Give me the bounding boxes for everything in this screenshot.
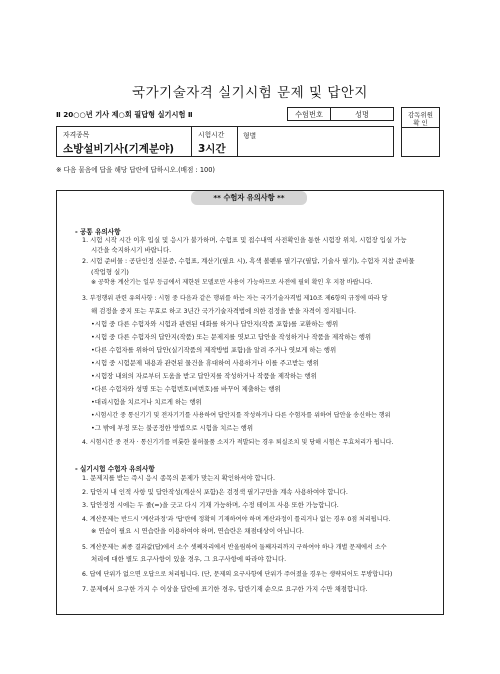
common-line: •시험장 내외의 자로부터 도움을 받고 답안지를 작성하거나 작품을 제작하는 행위 — [91, 372, 317, 380]
common-line: •시험 중 다른 수험자와 시험과 관련된 대화를 하거나 답안지(작품 포함)를 교환하는 행위 — [91, 320, 339, 328]
grade-label: 형별 — [243, 132, 257, 140]
exam-header-table — [56, 107, 440, 157]
common-line: (작업형 실기) — [91, 268, 129, 276]
common-line: 해 검정을 중지 또는 무효로 하고 3년간 국가기술자격법에 의한 검정을 받을 자격이 정지됩니다. — [91, 307, 357, 315]
common-line: 시간을 숙지하시기 바랍니다. — [91, 246, 172, 254]
practical-line: 7. 문제에서 요구한 가지 수 이상을 답란에 표기한 경우, 답란기재 순으로 요구한 가지 수만 채점합니다. — [82, 585, 368, 593]
common-line: 2. 시험 준비물 : 공단인정 신분증, 수험표, 계산기(필요 시), 흑색 볼펜류 필기구(필답, 기술사 필기), 수험자 지참 준비물 — [82, 257, 415, 265]
field-label: 자격종목 — [63, 131, 90, 139]
time-box — [191, 126, 238, 157]
supervisor-label-1: 감독위원 — [407, 111, 434, 119]
common-line: •다른 수험자와 성명 또는 수험번호(비번호)를 바꾸어 제출하는 행위 — [91, 385, 281, 393]
practical-line: 1. 문제지를 받는 즉시 응시 종목의 문제가 맞는지 확인하셔야 합니다. — [82, 474, 276, 482]
common-line: •시험시간 중 통신기기 및 전자기기를 사용하여 답안지를 작성하거나 다른 수험자를 위하여 답안을 송신하는 행위 — [91, 412, 391, 419]
score-note: ※ 다음 물음에 답을 해당 답란에 답하시오.(배점 : 100) — [56, 166, 215, 174]
common-line: •시험 중 다른 수험자의 답안지(작품) 또는 문제지를 엿보고 답안을 작성하거나 작품을 제작하는 행위 — [91, 333, 372, 341]
practical-line: 2. 답안지 내 인적 사항 및 답안작성(계산식 포함)은 검정색 필기구만을 계속 사용하여야 합니다. — [82, 488, 348, 496]
time-value: 3시간 — [198, 143, 226, 155]
practical-line: 처리에 대한 별도 요구사항이 있을 경우, 그 요구사항에 따라야 합니다. — [91, 555, 287, 563]
practical-line: 4. 계산문제는 반드시 '계산과정'과 '답'란에 정확히 기재하여야 하며 계산과정이 틀리거나 없는 경우 0점 처리됩니다. — [82, 516, 391, 523]
common-line: •다른 수험자를 위하여 답안(실기작품의 제작방법 포함)을 알려 주거나 엿보게 하는 행위 — [91, 346, 337, 354]
practical-line: 6. 답에 단위가 없으면 오답으로 처리됩니다. (단, 문제의 요구사항에 단위가 주어졌을 경우는 생략되어도 무방합니다) — [82, 571, 393, 578]
notice-title: ** 수험자 유의사항 ** — [191, 191, 307, 205]
grade-box — [237, 126, 394, 157]
supervisor-divider — [402, 127, 439, 128]
common-line: 1. 시험 시작 시간 이후 입실 및 응시가 불가하며, 수험표 및 접수내역 사전확인을 통한 시험장 위치, 시험장 입실 가능 — [82, 236, 407, 244]
common-heading: - 공통 유의사항 — [75, 228, 121, 236]
practical-line: 5. 계산문제는 최종 결과값(답)에서 소수 셋째자리에서 반올림하여 둘째자리까지 구하여야 하나 개별 문제에서 소수 — [82, 544, 387, 551]
field-value: 소방설비기사(기계분야) — [63, 143, 175, 155]
supervisor-box — [401, 107, 440, 157]
common-line: •그 밖에 부정 또는 불공정한 방법으로 시험을 치르는 행위 — [91, 424, 254, 432]
practical-heading: - 실기시험 수험자 유의사항 — [75, 465, 155, 473]
common-line: 4. 시험시간 중 전자 · 통신기기를 비롯한 불허물품 소지가 적발되는 경우 퇴실조치 및 당해 시험은 무효처리가 됩니다. — [82, 439, 394, 446]
practical-line: 3. 답안정정 시에는 두 줄(=)을 긋고 다시 기재 가능하며, 수정 테이프 사용 또한 가능합니다. — [82, 501, 339, 509]
name-label: 성명 — [330, 107, 394, 121]
common-line: 3. 부정행위 관련 유의사항 : 시험 중 다음과 같은 행위를 하는 자는 국가기술자격법 제10조 제6항의 규정에 따라 당 — [82, 295, 388, 302]
common-line: •시험 중 시험문제 내용과 관련된 물건을 휴대하여 사용하거나 이를 주고받는 행위 — [91, 359, 319, 367]
common-line: •대리시험을 치르거나 치르게 하는 행위 — [91, 398, 202, 406]
field-box — [56, 126, 192, 157]
exam-number-label: 수험번호 — [287, 107, 331, 121]
supervisor-label-2: 확 인 — [413, 119, 428, 127]
practical-line: ※ 연습이 필요 시 연습란을 이용하여야 하며, 연습란은 채점대상이 아닙니다. — [91, 527, 304, 535]
common-line: ※ 공학용 계산기는 일부 등급에서 제한된 모델로만 사용이 가능하므로 사전에 필히 확인 후 지참 바랍니다. — [91, 279, 373, 286]
time-label: 시험시간 — [198, 131, 225, 139]
page-title: 국가기술자격 실기시험 문제 및 답안지 — [132, 85, 368, 101]
exam-name: Ⅱ 20○○년 기사 제○회 필답형 실기시험 Ⅱ — [56, 110, 193, 119]
